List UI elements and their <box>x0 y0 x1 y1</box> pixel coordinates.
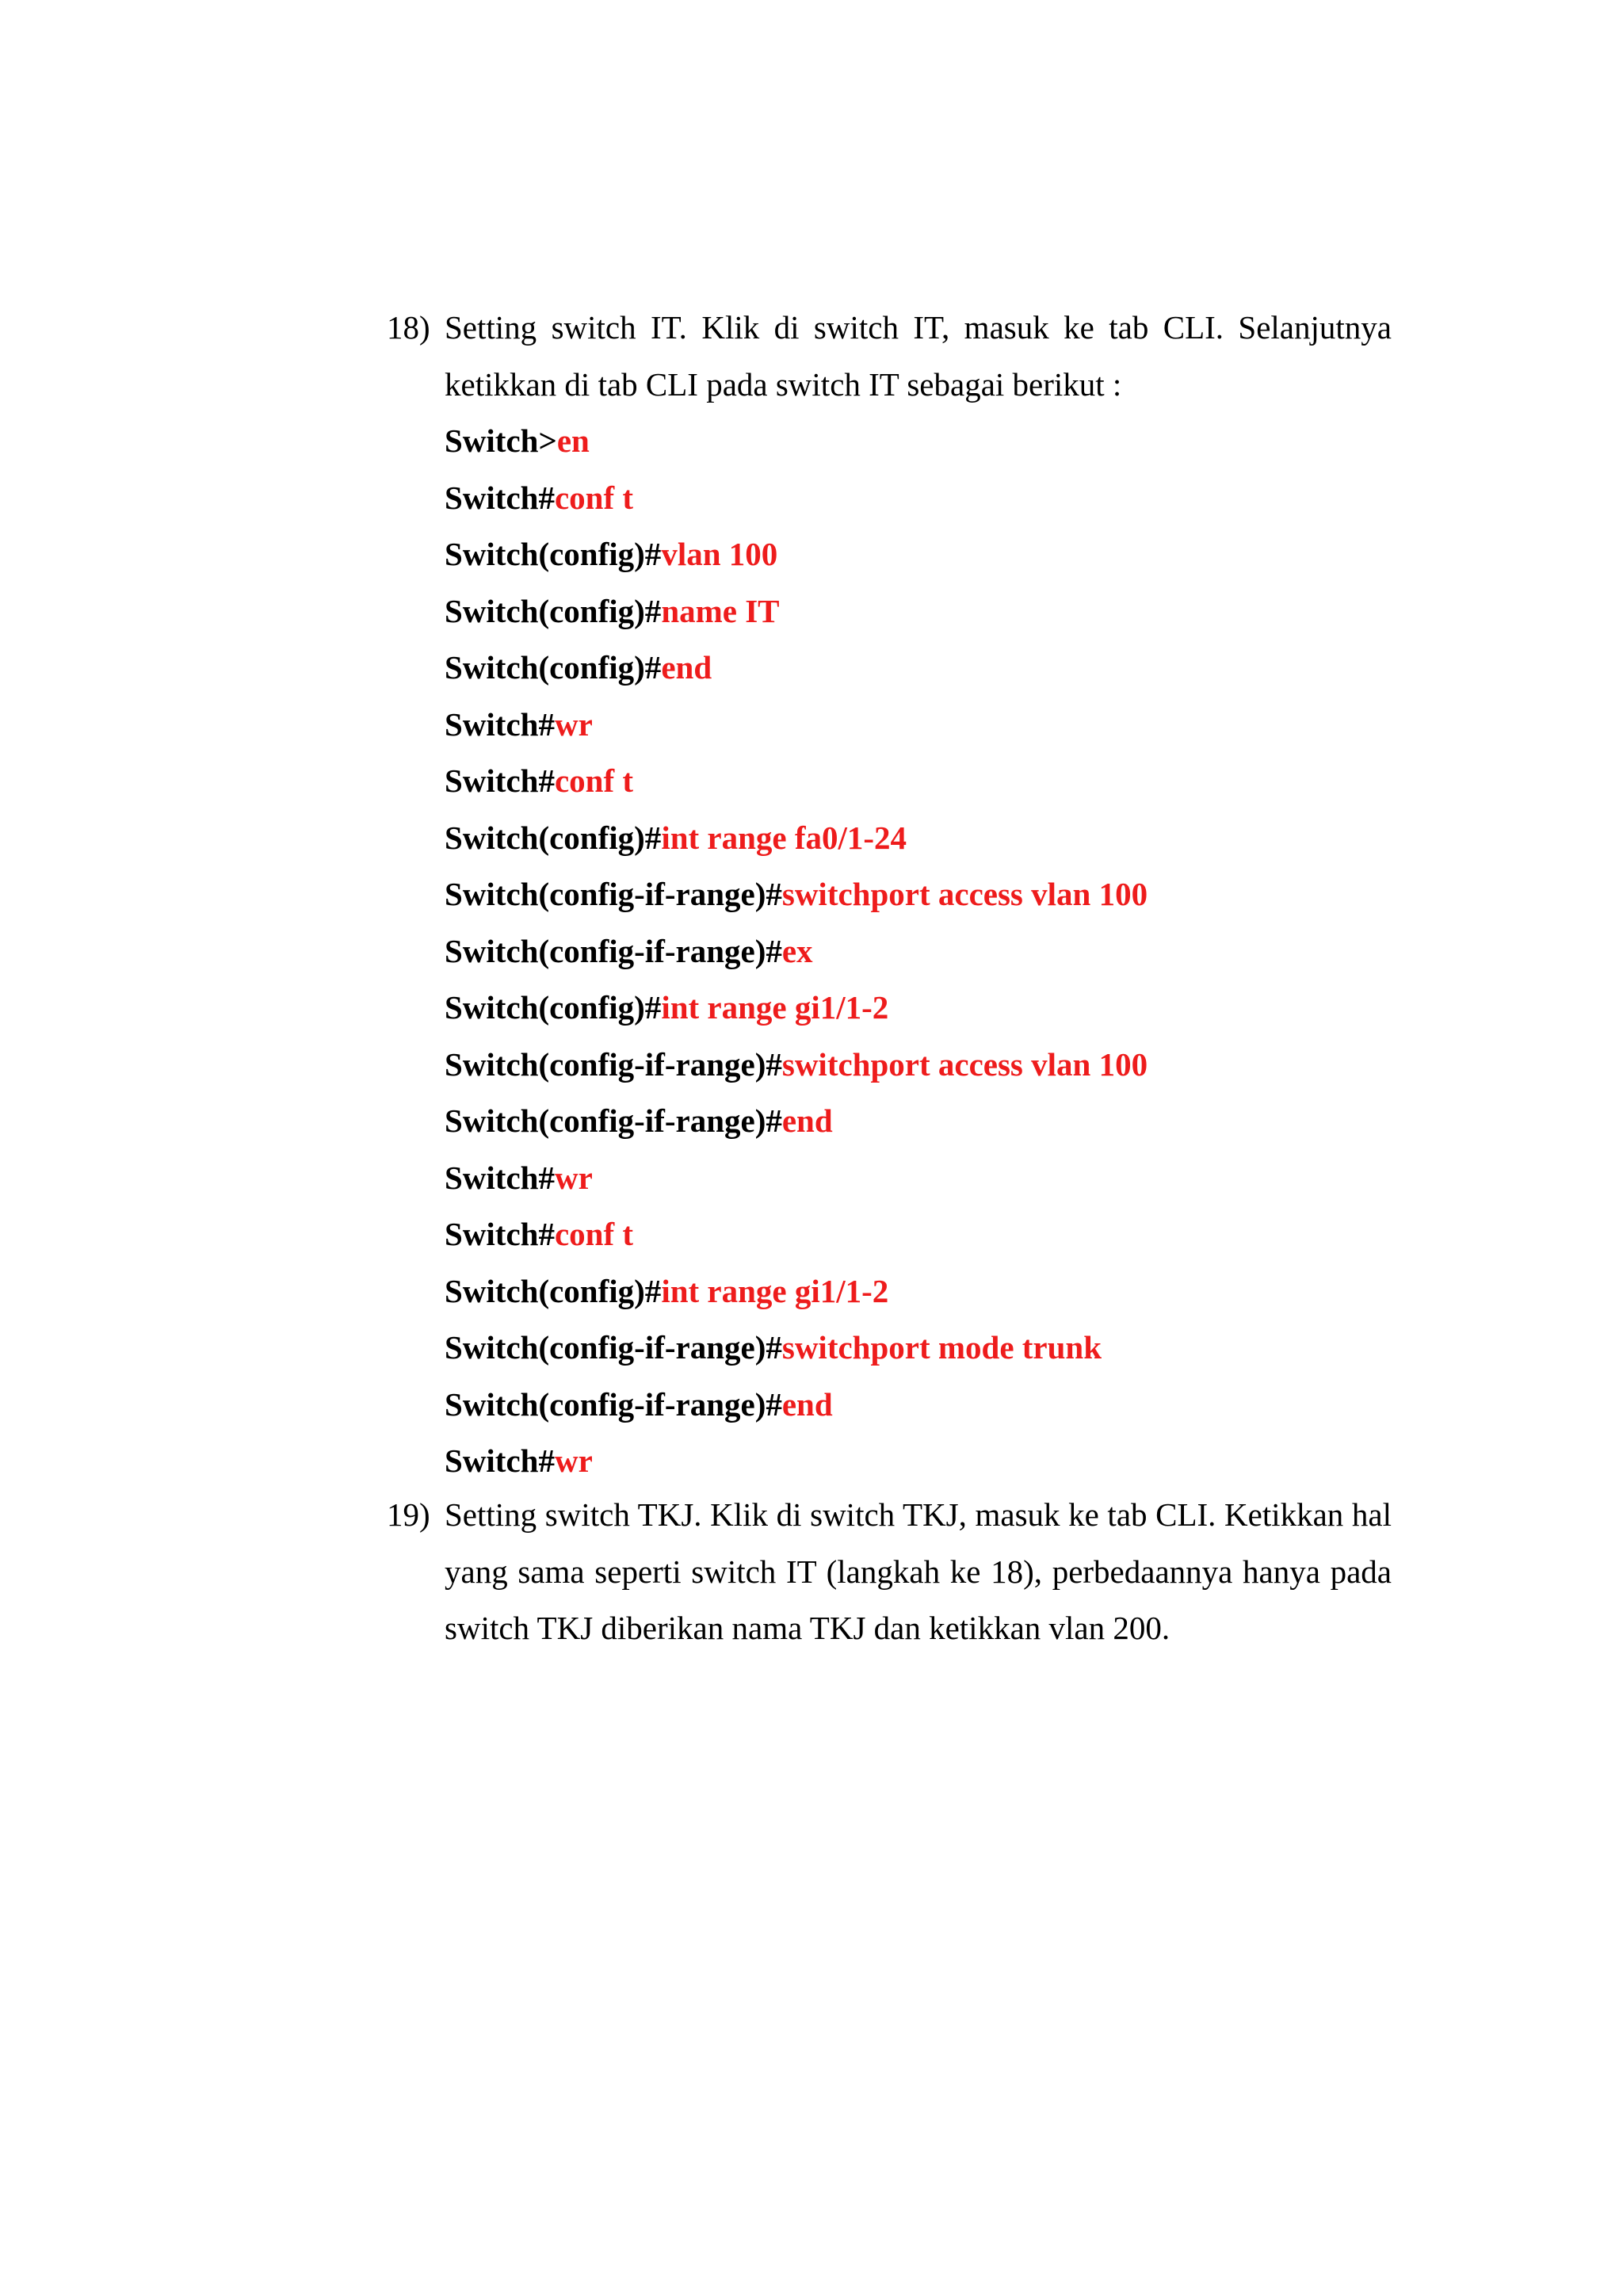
cli-command: en <box>556 422 590 459</box>
step-18 <box>387 300 1392 1490</box>
cli-prompt: Switch# <box>445 705 555 743</box>
cli-command-line <box>445 583 1392 640</box>
cli-prompt: Switch# <box>445 1442 555 1479</box>
cli-command: conf t <box>554 479 634 516</box>
step-number: 19) <box>387 1496 430 1533</box>
cli-command: name IT <box>661 592 780 629</box>
step-body <box>445 1487 1392 1657</box>
cli-command-line <box>445 753 1392 810</box>
cli-command: int range fa0/1-24 <box>661 819 907 856</box>
cli-command: end <box>781 1385 833 1423</box>
cli-prompt: Switch(config-if-range)# <box>445 1329 782 1366</box>
cli-command: ex <box>781 932 813 969</box>
step-instruction: Setting switch TKJ. Klik di switch TKJ, masuk ke tab CLI. Ketikkan hal yang sama seperti switch IT (langkah ke 18), perbedaannya hanya pada switch TKJ diberikan nama TKJ dan ketikkan vlan 200. <box>445 1496 1392 1646</box>
cli-prompt: Switch# <box>445 479 555 516</box>
cli-command: switchport access vlan 100 <box>781 876 1148 912</box>
cli-command: int range gi1/1-2 <box>661 989 889 1026</box>
cli-command-line <box>445 1150 1392 1207</box>
cli-prompt: Switch(config-if-range)# <box>445 876 782 912</box>
cli-prompt: Switch# <box>445 762 555 799</box>
cli-prompt: Switch(config)# <box>445 649 662 686</box>
cli-command-line <box>445 1377 1392 1434</box>
step-number: 18) <box>387 309 430 346</box>
step-body <box>445 300 1392 1490</box>
command-list <box>445 413 1392 1490</box>
step-instruction: Setting switch IT. Klik di switch IT, masuk ke tab CLI. Selanjutnya ketikkan di tab CLI pada switch IT sebagai berikut : <box>445 309 1392 403</box>
cli-command: wr <box>554 1159 593 1196</box>
cli-prompt: Switch> <box>445 422 557 459</box>
cli-command: int range gi1/1-2 <box>661 1272 889 1309</box>
cli-prompt: Switch# <box>445 1159 555 1196</box>
cli-command: vlan 100 <box>661 536 778 572</box>
cli-command-line <box>445 697 1392 754</box>
cli-command: end <box>661 649 712 686</box>
cli-command: switchport mode trunk <box>781 1329 1102 1366</box>
cli-prompt: Switch(config)# <box>445 592 662 629</box>
cli-prompt: Switch(config-if-range)# <box>445 932 782 969</box>
cli-command: wr <box>554 705 593 743</box>
cli-command: conf t <box>554 762 634 799</box>
cli-prompt: Switch(config)# <box>445 819 662 856</box>
cli-command-line <box>445 413 1392 470</box>
cli-prompt: Switch(config-if-range)# <box>445 1385 782 1423</box>
cli-command-line <box>445 810 1392 867</box>
cli-command-line <box>445 923 1392 980</box>
cli-prompt: Switch# <box>445 1216 555 1252</box>
step-19 <box>387 1487 1392 1657</box>
cli-command-line <box>445 1320 1392 1377</box>
cli-command-line <box>445 980 1392 1037</box>
cli-command: wr <box>554 1442 593 1479</box>
cli-command-line <box>445 866 1392 923</box>
cli-command-line <box>445 1433 1392 1490</box>
cli-command: switchport access vlan 100 <box>781 1045 1148 1083</box>
cli-command-line <box>445 1037 1392 1094</box>
cli-command-line <box>445 1206 1392 1263</box>
cli-command-line <box>445 1093 1392 1150</box>
cli-command-line <box>445 640 1392 697</box>
cli-command-line <box>445 1263 1392 1320</box>
cli-command-line <box>445 526 1392 583</box>
cli-prompt: Switch(config-if-range)# <box>445 1045 782 1083</box>
cli-prompt: Switch(config)# <box>445 989 662 1026</box>
cli-prompt: Switch(config-if-range)# <box>445 1102 782 1139</box>
cli-command-line <box>445 470 1392 527</box>
cli-command: end <box>781 1102 833 1139</box>
cli-prompt: Switch(config)# <box>445 1272 662 1309</box>
cli-command: conf t <box>554 1216 634 1252</box>
cli-prompt: Switch(config)# <box>445 536 662 572</box>
